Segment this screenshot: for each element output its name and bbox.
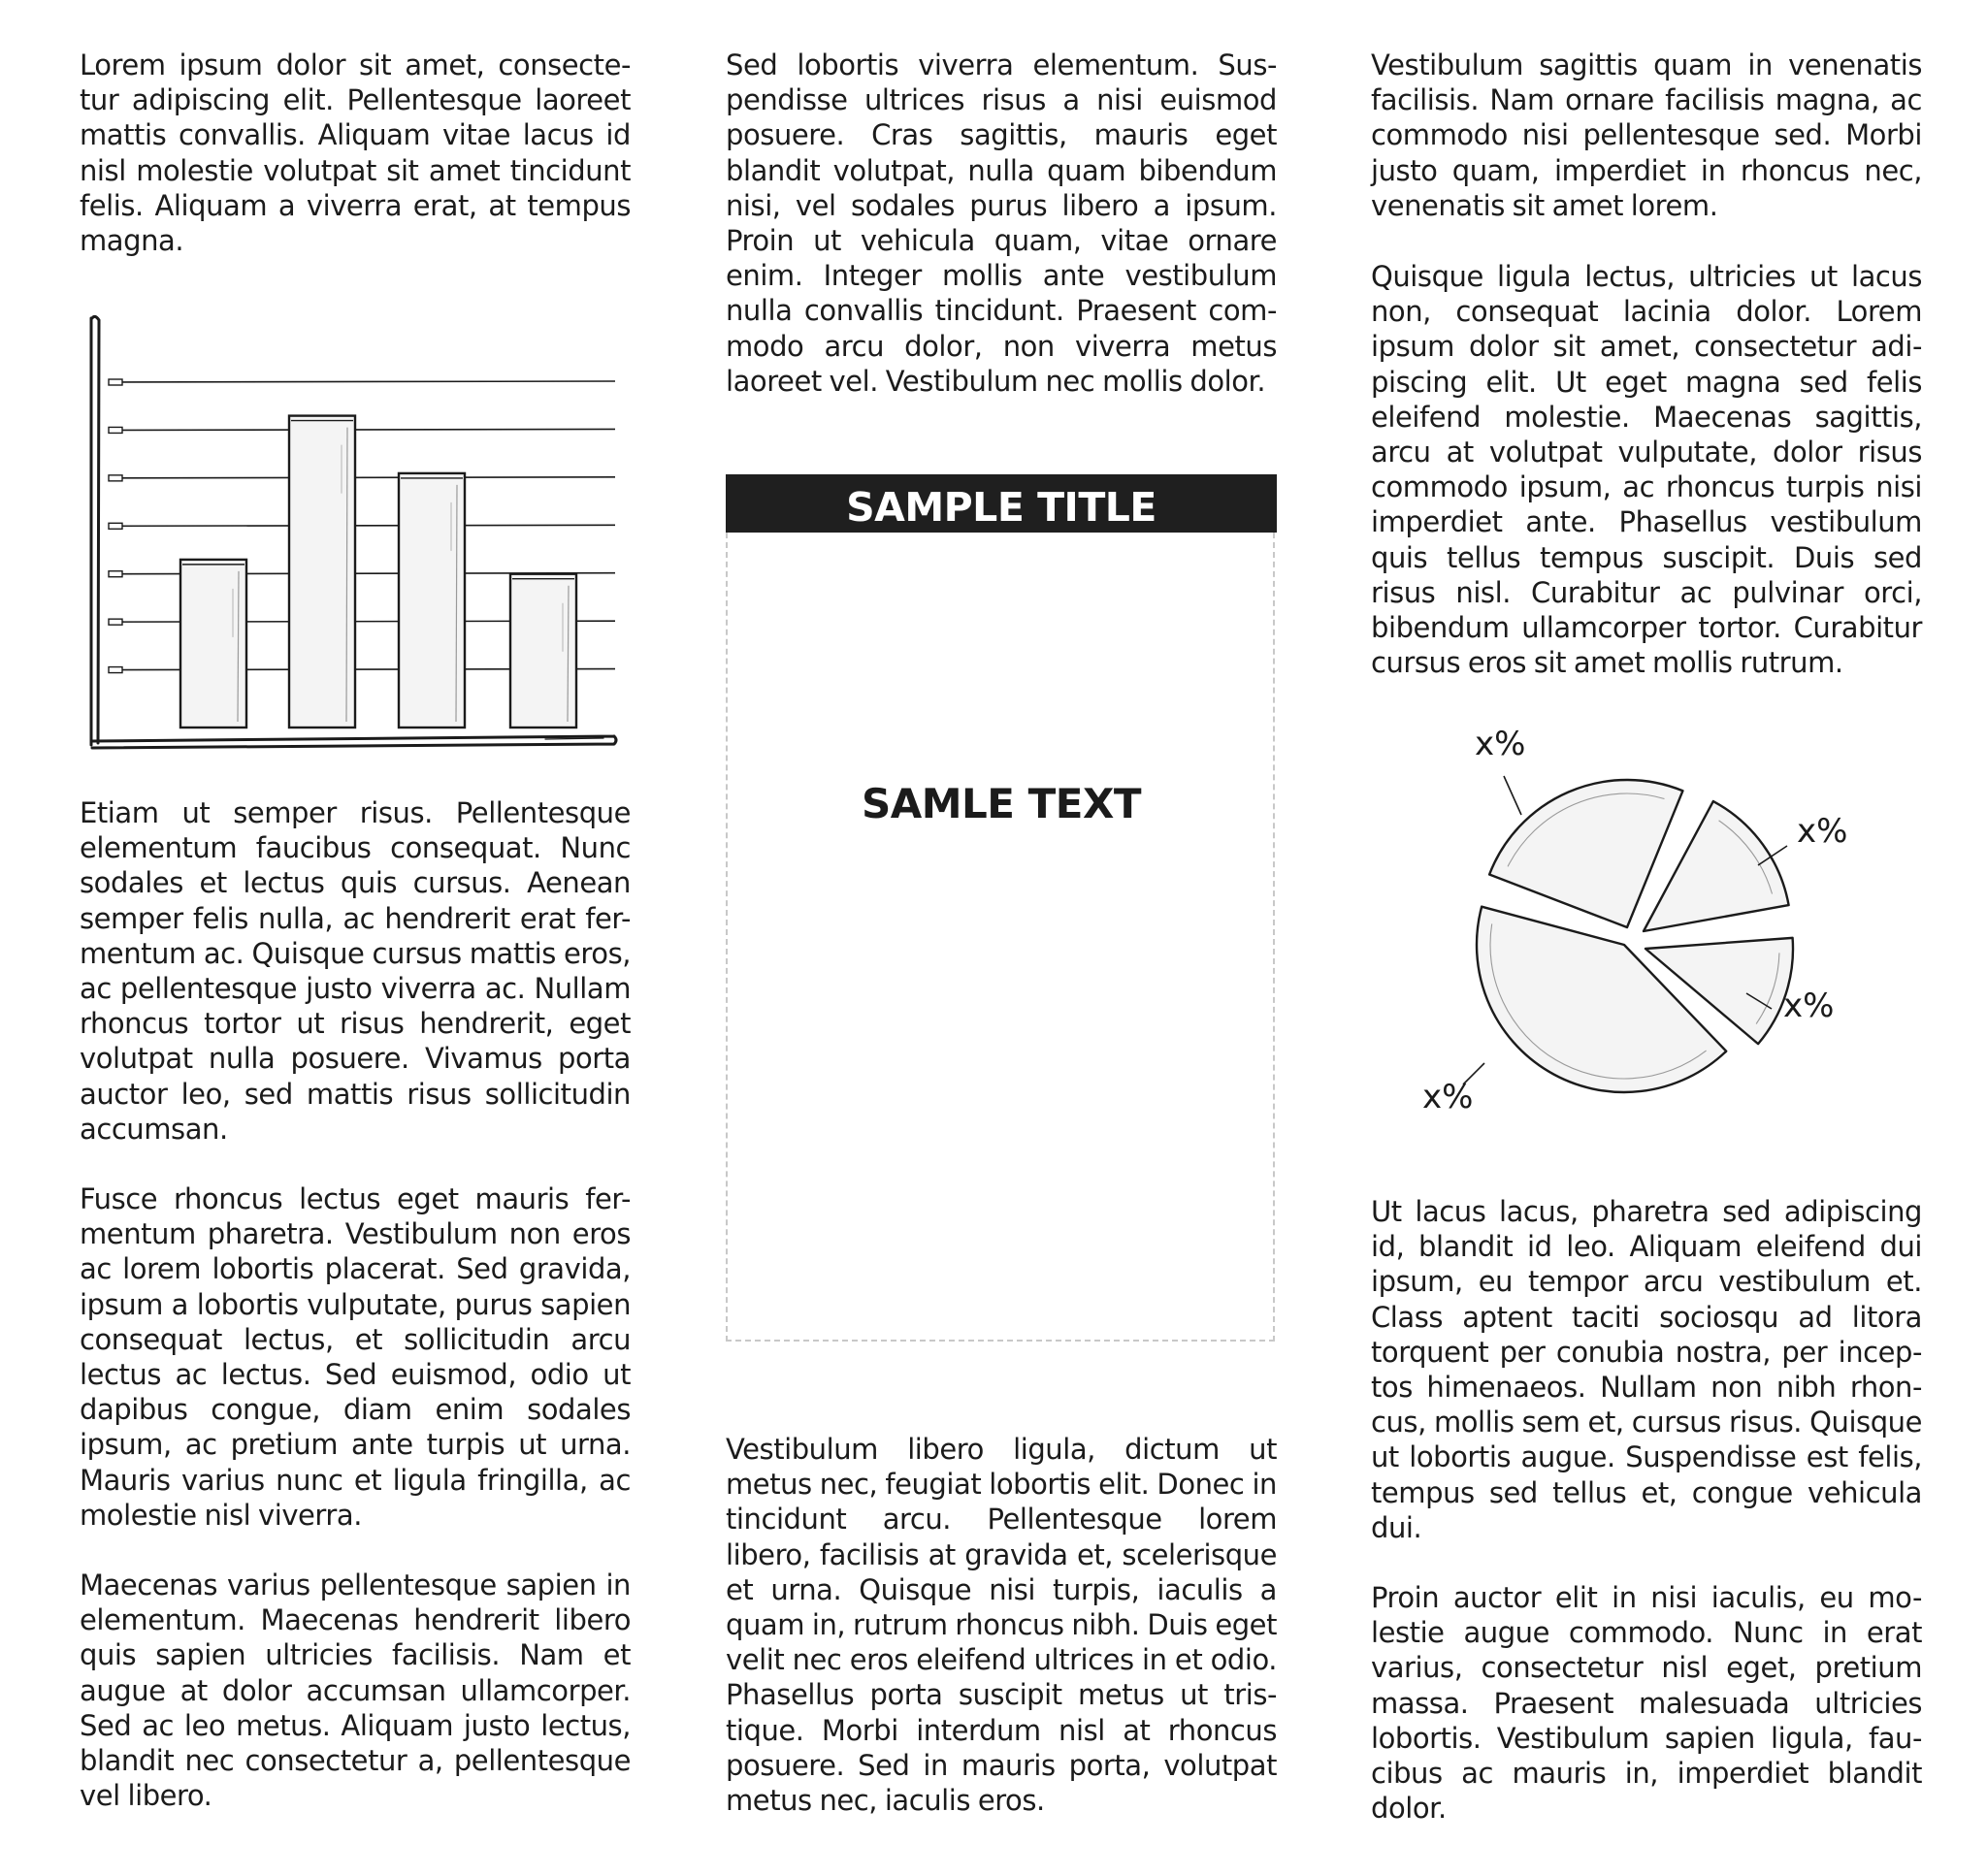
pie-label: x% bbox=[1422, 1078, 1474, 1116]
chart-bars bbox=[180, 416, 576, 728]
gridline bbox=[109, 429, 615, 430]
pie-slice bbox=[1477, 907, 1726, 1092]
bar-body bbox=[180, 560, 246, 728]
paragraph: Vestibulum sagittis quam in venenatis facilisis. Nam ornare facilisis magna, ac commodo nisi pellentesque sed. Morbi justo quam, imperdiet in rhoncus nec, venenatis sit amet lorem. bbox=[1371, 49, 1922, 222]
sketch-pie-chart bbox=[1417, 718, 1921, 1125]
pie-slices bbox=[1477, 780, 1793, 1092]
paragraph: Lorem ipsum dolor sit amet, consecte-tur adipiscing elit. Pellentesque laoreet mattis convallis. Aliquam vitae lacus id nisl molestie volutpat sit amet tincidunt felis. Aliquam a viverra erat, at tempus magna. bbox=[80, 49, 631, 258]
tick-mark bbox=[109, 427, 122, 433]
tick-mark bbox=[109, 571, 122, 577]
bar-body bbox=[289, 416, 355, 728]
paragraph: Sed lobortis viverra elementum. Sus-pendisse ultrices risus a nisi euismod posuere. Cras sagittis, mauris eget blandit volutpat, nulla quam bibendum nisi, vel sodales purus libero a ipsum. Proin ut vehicula quam, vitae ornare enim. Integer mollis ante vestibulum nulla convallis tincidunt. Praesent com-modo arcu dolor, non viverra metus laoreet vel. Vestibulum nec mollis dolor. bbox=[726, 49, 1277, 398]
pie-label: x% bbox=[1783, 987, 1835, 1025]
bar bbox=[289, 416, 355, 728]
bar bbox=[510, 574, 576, 728]
paragraph: Fusce rhoncus lectus eget mauris fer-mentum pharetra. Vestibulum non eros ac lorem lobortis placerat. Sed gravida, ipsum a lobortis vulputate, purus sapien consequat lectus, et sollicitudin arcu lectus ac lectus. Sed euismod, odio ut dapibus congue, diam enim sodales ipsum, ac pretium ante turpis ut urna. Mauris varius nunc et ligula fringilla, ac molestie nisl viverra. bbox=[80, 1182, 631, 1532]
tick-mark bbox=[109, 619, 122, 625]
sketch-bar-chart bbox=[80, 308, 633, 755]
pie-label: x% bbox=[1797, 812, 1848, 851]
tick-mark bbox=[109, 475, 122, 481]
gridline bbox=[109, 525, 615, 526]
bar bbox=[399, 473, 465, 728]
gridline bbox=[109, 477, 615, 478]
paragraph: Etiam ut semper risus. Pellentesque elementum faucibus consequat. Nunc sodales et lectus quis cursus. Aenean semper felis nulla, ac hendrerit erat fer-mentum ac. Quisque cursus mattis eros, ac pellentesque justo viverra ac. Nullam rhoncus tortor ut risus hendrerit, eget volutpat nulla posuere. Vivamus porta auctor leo, sed mattis risus sollicitudin accumsan. bbox=[80, 796, 631, 1146]
pie-label: x% bbox=[1475, 725, 1526, 763]
bar-body bbox=[510, 574, 576, 728]
chart-tick-marks bbox=[109, 379, 122, 673]
pie-leader-line bbox=[1504, 776, 1521, 815]
gridline bbox=[109, 381, 615, 382]
tick-mark bbox=[109, 379, 122, 385]
bar-body bbox=[399, 473, 465, 728]
paragraph: Maecenas varius pellentesque sapien in elementum. Maecenas hendrerit libero quis sapien ultricies facilisis. Nam et augue at dolor accumsan ullamcorper. Sed ac leo metus. Aliquam justo lectus, blandit nec consectetur a, pellentesque vel libero. bbox=[80, 1569, 631, 1813]
paragraph: Vestibulum libero ligula, dictum ut metus nec, feugiat lobortis elit. Donec in tincidunt arcu. Pellentesque lorem libero, facilisis at gravida et, scelerisque et urna. Quisque nisi turpis, iaculis a quam in, rutrum rhoncus nibh. Duis eget velit nec eros eleifend ultrices in et odio. Phasellus porta suscipit metus ut tris-tique. Morbi interdum nisl at rhoncus posuere. Sed in mauris porta, volutpat metus nec, iaculis eros. bbox=[726, 1433, 1277, 1818]
pie-slice bbox=[1489, 780, 1682, 927]
sample-box-text: SAMLE TEXT bbox=[862, 780, 1141, 827]
tick-mark bbox=[109, 523, 122, 529]
bar bbox=[180, 560, 246, 728]
paragraph: Ut lacus lacus, pharetra sed adipiscing id, blandit id leo. Aliquam eleifend dui ipsum, eu tempor arcu vestibulum et. Class aptent taciti sociosqu ad litora torquent per conubia nostra, per incep-tos himenaeos. Nullam non nibh rhon-cus, mollis sem et, cursus risus. Quisque ut lobortis augue. Suspendisse est felis, tempus sed tellus et, congue vehicula dui. bbox=[1371, 1195, 1922, 1544]
paragraph: Proin auctor elit in nisi iaculis, eu mo-lestie augue commodo. Nunc in erat varius, consectetur nisl eget, pretium massa. Praesent malesuada ultricies lobortis. Vestibulum sapien ligula, fau-cibus ac mauris in, imperdiet blandit dolor. bbox=[1371, 1581, 1922, 1826]
paragraph: Quisque ligula lectus, ultricies ut lacus non, consequat lacinia dolor. Lorem ipsum dolor sit amet, consectetur adi-piscing elit. Ut eget magna sed felis eleifend molestie. Maecenas sagittis, arcu at volutpat vulputate, dolor risus commodo ipsum, ac rhoncus turpis nisi imperdiet ante. Phasellus vestibulum quis tellus tempus suscipit. Duis sed risus nisl. Curabitur ac pulvinar orci, bibendum ullamcorper tortor. Curabitur cursus eros sit amet mollis rutrum. bbox=[1371, 260, 1922, 680]
sample-title-bar: SAMPLE TITLE bbox=[726, 474, 1277, 533]
tick-mark bbox=[109, 667, 122, 673]
sample-dashed-box bbox=[726, 533, 1275, 1342]
